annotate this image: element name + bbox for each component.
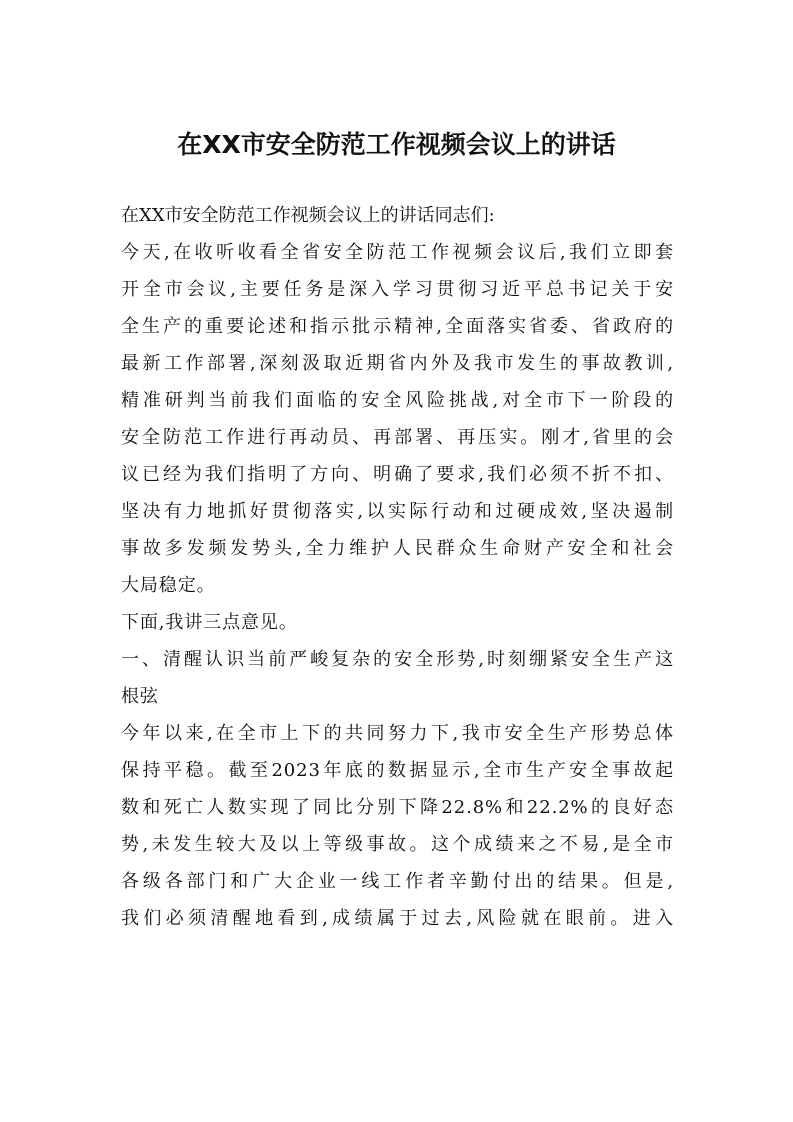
text-line: 我们必须清醒地看到,成绩属于过去,风险就在眼前。进入	[121, 908, 674, 929]
text-line: 最新工作部署,深刻汲取近期省内外及我市发生的事故教训,	[121, 353, 674, 374]
text-line: 一、清醒认识当前严峻复杂的安全形势,时刻绷紧安全生产这	[121, 649, 674, 670]
text-line: 在XX市安全防范工作视频会议上的讲话同志们:	[121, 205, 495, 226]
text-line: 数和死亡人数实现了同比分别下降22.8%和22.2%的良好态	[121, 797, 674, 818]
text-line: 全生产的重要论述和指示批示精神,全面落实省委、省政府的	[121, 316, 674, 337]
text-line: 大局稳定。	[121, 575, 216, 596]
text-line: 安全防范工作进行再动员、再部署、再压实。刚才,省里的会	[121, 427, 674, 448]
text-line: 势,未发生较大及以上等级事故。这个成绩来之不易,是全市	[121, 834, 674, 855]
document-title: 在XX市安全防范工作视频会议上的讲话	[177, 130, 616, 159]
text-line: 事故多发频发势头,全力维护人民群众生命财产安全和社会	[121, 538, 674, 559]
document-body	[121, 197, 674, 937]
text-line: 保持平稳。截至2023年底的数据显示,全市生产安全事故起	[121, 760, 674, 781]
text-line: 开全市会议,主要任务是深入学习贯彻习近平总书记关于安	[121, 279, 674, 300]
text-line: 根弦	[121, 686, 159, 707]
text-line: 各级各部门和广大企业一线工作者辛勤付出的结果。但是,	[121, 871, 674, 892]
text-line: 精准研判当前我们面临的安全风险挑战,对全市下一阶段的	[121, 390, 674, 411]
text-line: 今天,在收听收看全省安全防范工作视频会议后,我们立即套	[121, 242, 674, 263]
text-line: 坚决有力地抓好贯彻落实,以实际行动和过硬成效,坚决遏制	[121, 501, 674, 522]
text-line: 下面,我讲三点意见。	[121, 612, 298, 633]
text-line: 今年以来,在全市上下的共同努力下,我市安全生产形势总体	[121, 723, 674, 744]
text-line: 议已经为我们指明了方向、明确了要求,我们必须不折不扣、	[121, 464, 674, 485]
